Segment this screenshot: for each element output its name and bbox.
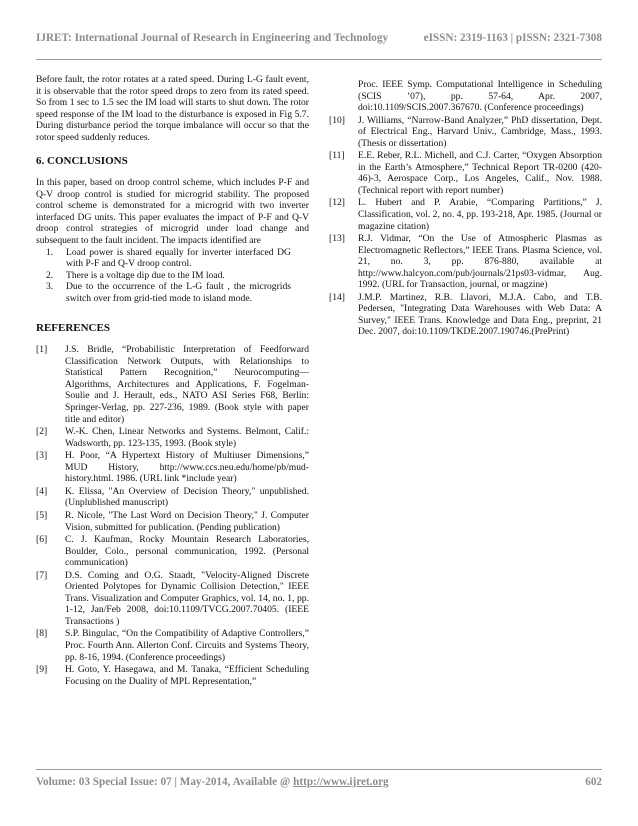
reference-number: [10]: [329, 114, 345, 126]
left-column: [36, 74, 309, 688]
reference-number: [2]: [36, 426, 48, 438]
reference-item: [36, 628, 309, 663]
website-link[interactable]: http://www.ijret.org: [293, 776, 389, 788]
reference-item: [36, 486, 309, 509]
reference-text: R. Nicole, "The Last Word on Decision Theory," J. Computer Vision, submitted for publication. (Pending publication): [65, 509, 309, 533]
reference-text: E.E. Reber, R.L. Michell, and C.J. Carter, “Oxygen Absorption in the Earth’s Atmosphere,” Technical Report TR-0200 (420-46)-3, Aerospace Corp., Los Angeles, Calif., Nov. 1988. (Technical report with report number): [358, 150, 602, 196]
references-heading: REFERENCES: [36, 322, 110, 335]
reference-number: [5]: [36, 509, 48, 521]
reference-item: [36, 534, 309, 569]
reference-item: [329, 292, 602, 338]
list-number: 1.: [46, 246, 54, 258]
list-text: Due to the occurrence of the L-G fault , the microgrids switch over from grid-tied mode to island mode.: [66, 281, 291, 304]
reference-text: K. Elissa, "An Overview of Decision Theory," unpublished. (Unplublished manuscript): [65, 485, 309, 509]
reference-text: Proc. IEEE Symp. Computational Intelligence in Scheduling (SCIS ’07), pp. 57-64, Apr. 2007, doi:10.1109/SCIS.2007.367670. (Conference proceedings): [358, 79, 602, 114]
reference-item: [329, 233, 602, 291]
list-number: 2.: [46, 269, 54, 281]
footer-divider: [36, 769, 602, 770]
right-column: [329, 79, 602, 339]
reference-number: [9]: [36, 664, 48, 676]
reference-text: J.M.P. Martinez, R.B. Llavori, M.J.A. Cabo, and T.B. Pedersen, "Integrating Data Warehouses with Web Data: A Survey," IEEE Trans. Knowledge and Data Eng., preprint, 21 Dec. 2007, doi:10.1109/TKDE.2007.190746.(PrePrint): [358, 291, 602, 338]
reference-text: W.-K. Chen, Linear Networks and Systems. Belmont, Calif.: Wadsworth, pp. 123-135, 1993. (Book style): [65, 426, 309, 449]
reference-item: [36, 426, 309, 449]
header-divider: [36, 59, 602, 60]
list-number: 3.: [46, 281, 54, 293]
reference-text: J. Williams, “Narrow-Band Analyzer,” PhD dissertation, Dept. of Electrical Eng., Harvard Univ., Cambridge, Mass., 1993. (Thesis or dissertation): [358, 114, 602, 149]
reference-text: H. Poor, “A Hypertext History of Multiuser Dimensions,” MUD History, http://www.ccs.neu.edu/home/pb/mud-history.html. 1986. (URL link *include year): [65, 450, 309, 485]
reference-number: [3]: [36, 450, 48, 462]
reference-item: [36, 344, 309, 425]
reference-item: [329, 115, 602, 150]
footer-info: [36, 776, 389, 788]
reference-text: S.P. Bingulac, “On the Compatibility of Adaptive Controllers,” Proc. Fourth Ann. Allerton Conf. Circuits and Systems Theory, pp. 8-16, 1994. (Conference proceedings): [65, 628, 309, 663]
reference-continuation: [329, 79, 602, 114]
reference-number: [8]: [36, 628, 48, 640]
reference-item: [36, 510, 309, 533]
list-text: There is a voltage dip due to the IM load.: [66, 269, 225, 281]
reference-text: H. Goto, Y. Hasegawa, and M. Tanaka, “Efficient Scheduling Focusing on the Duality of MPL Representation,”: [65, 664, 309, 687]
reference-number: [11]: [329, 150, 345, 162]
reference-item: [329, 150, 602, 196]
reference-text: D.S. Coming and O.G. Staadt, "Velocity-Aligned Discrete Oriented Polytopes for Dynamic Collision Detection," IEEE Trans. Visualization and Computer Graphics, vol. 14, no. 1, pp. 1-12, Jan/Feb 2008, doi:10.1109/TVCG.2007.70405. (IEEE Transactions ): [65, 569, 309, 627]
reference-item: [36, 570, 309, 628]
reference-text: L. Hubert and P. Arabie, “Comparing Partitions,” J. Classification, vol. 2, no. 4, pp. 193-218, Apr. 1985. (Journal or magazine citation): [358, 197, 602, 232]
conclusions-list: [36, 247, 309, 305]
list-text: Load power is shared equally for inverter interfaced DG with P-F and Q-V droop control.: [66, 246, 291, 270]
reference-text: C. J. Kaufman, Rocky Mountain Research Laboratories, Boulder, Colo., personal communication, 1992. (Personal communication): [65, 534, 309, 569]
intro-paragraph: Before fault, the rotor rotates at a rated speed. During L-G fault event, it is observable that the rotor speed drops to zero from its rated speed. So from 1 sec to 1.5 sec the IM load will starts to shut down. The rotor speed response of the IM load to the disturbance is exposed in Fig 5.7. During disturbance period the torque imbalance will occur so that the rotor speed suddenly reduces.: [36, 74, 309, 143]
footer-volume: Volume: 03 Special Issue: 07 | May-2014, Available @: [36, 776, 294, 788]
reference-item: [329, 197, 602, 232]
reference-number: [7]: [36, 569, 48, 581]
issn-info: eISSN: 2319-1163 | pISSN: 2321-7308: [423, 32, 602, 44]
reference-text: J.S. Bridle, “Probabilistic Interpretation of Feedforward Classification Network Outputs, with Relationships to Statistical Pattern Recognition,” Neurocomputing—Algorithms, Architectures and Applications, F. Fogelman-Soulie and J. Herault, eds., NATO ASI Series F68, Berlin: Springer-Verlag, pp. 227-236, 1989. (Book style with paper title and editor): [65, 344, 309, 425]
reference-number: [12]: [329, 197, 345, 209]
reference-number: [14]: [329, 291, 345, 303]
conclusions-paragraph: In this paper, based on droop control scheme, which includes P-F and Q-V droop control is studied for microgrid stability. The proposed control scheme is demonstrated for a microgrid with two inverter interfaced DG units. This paper evaluates the impact of P-F and Q-V droop control strategies of microgrid under load change and subsequent to the fault incident. The impacts identified are: [36, 177, 309, 247]
reference-number: [4]: [36, 485, 48, 497]
list-item: [36, 281, 309, 304]
reference-number: [6]: [36, 534, 48, 546]
list-item: [36, 247, 309, 270]
conclusions-heading: 6. CONCLUSIONS: [36, 155, 128, 168]
reference-item: [36, 664, 309, 687]
page-number: 602: [585, 776, 602, 788]
reference-item: [36, 450, 309, 485]
journal-name: IJRET: International Journal of Research in Engineering and Technology: [36, 32, 389, 44]
reference-number: [13]: [329, 233, 345, 245]
reference-text: R.J. Vidmar, “On the Use of Atmospheric Plasmas as Electromagnetic Reflectors,” IEEE Trans. Plasma Science, vol. 21, no. 3, pp. 876-880, available at http://www.halcyon.com/pub/journals/21ps03-vidmar, Aug. 1992. (URL for Transaction, journal, or magzine): [358, 233, 602, 291]
list-item: [36, 270, 309, 282]
reference-number: [1]: [36, 344, 48, 356]
